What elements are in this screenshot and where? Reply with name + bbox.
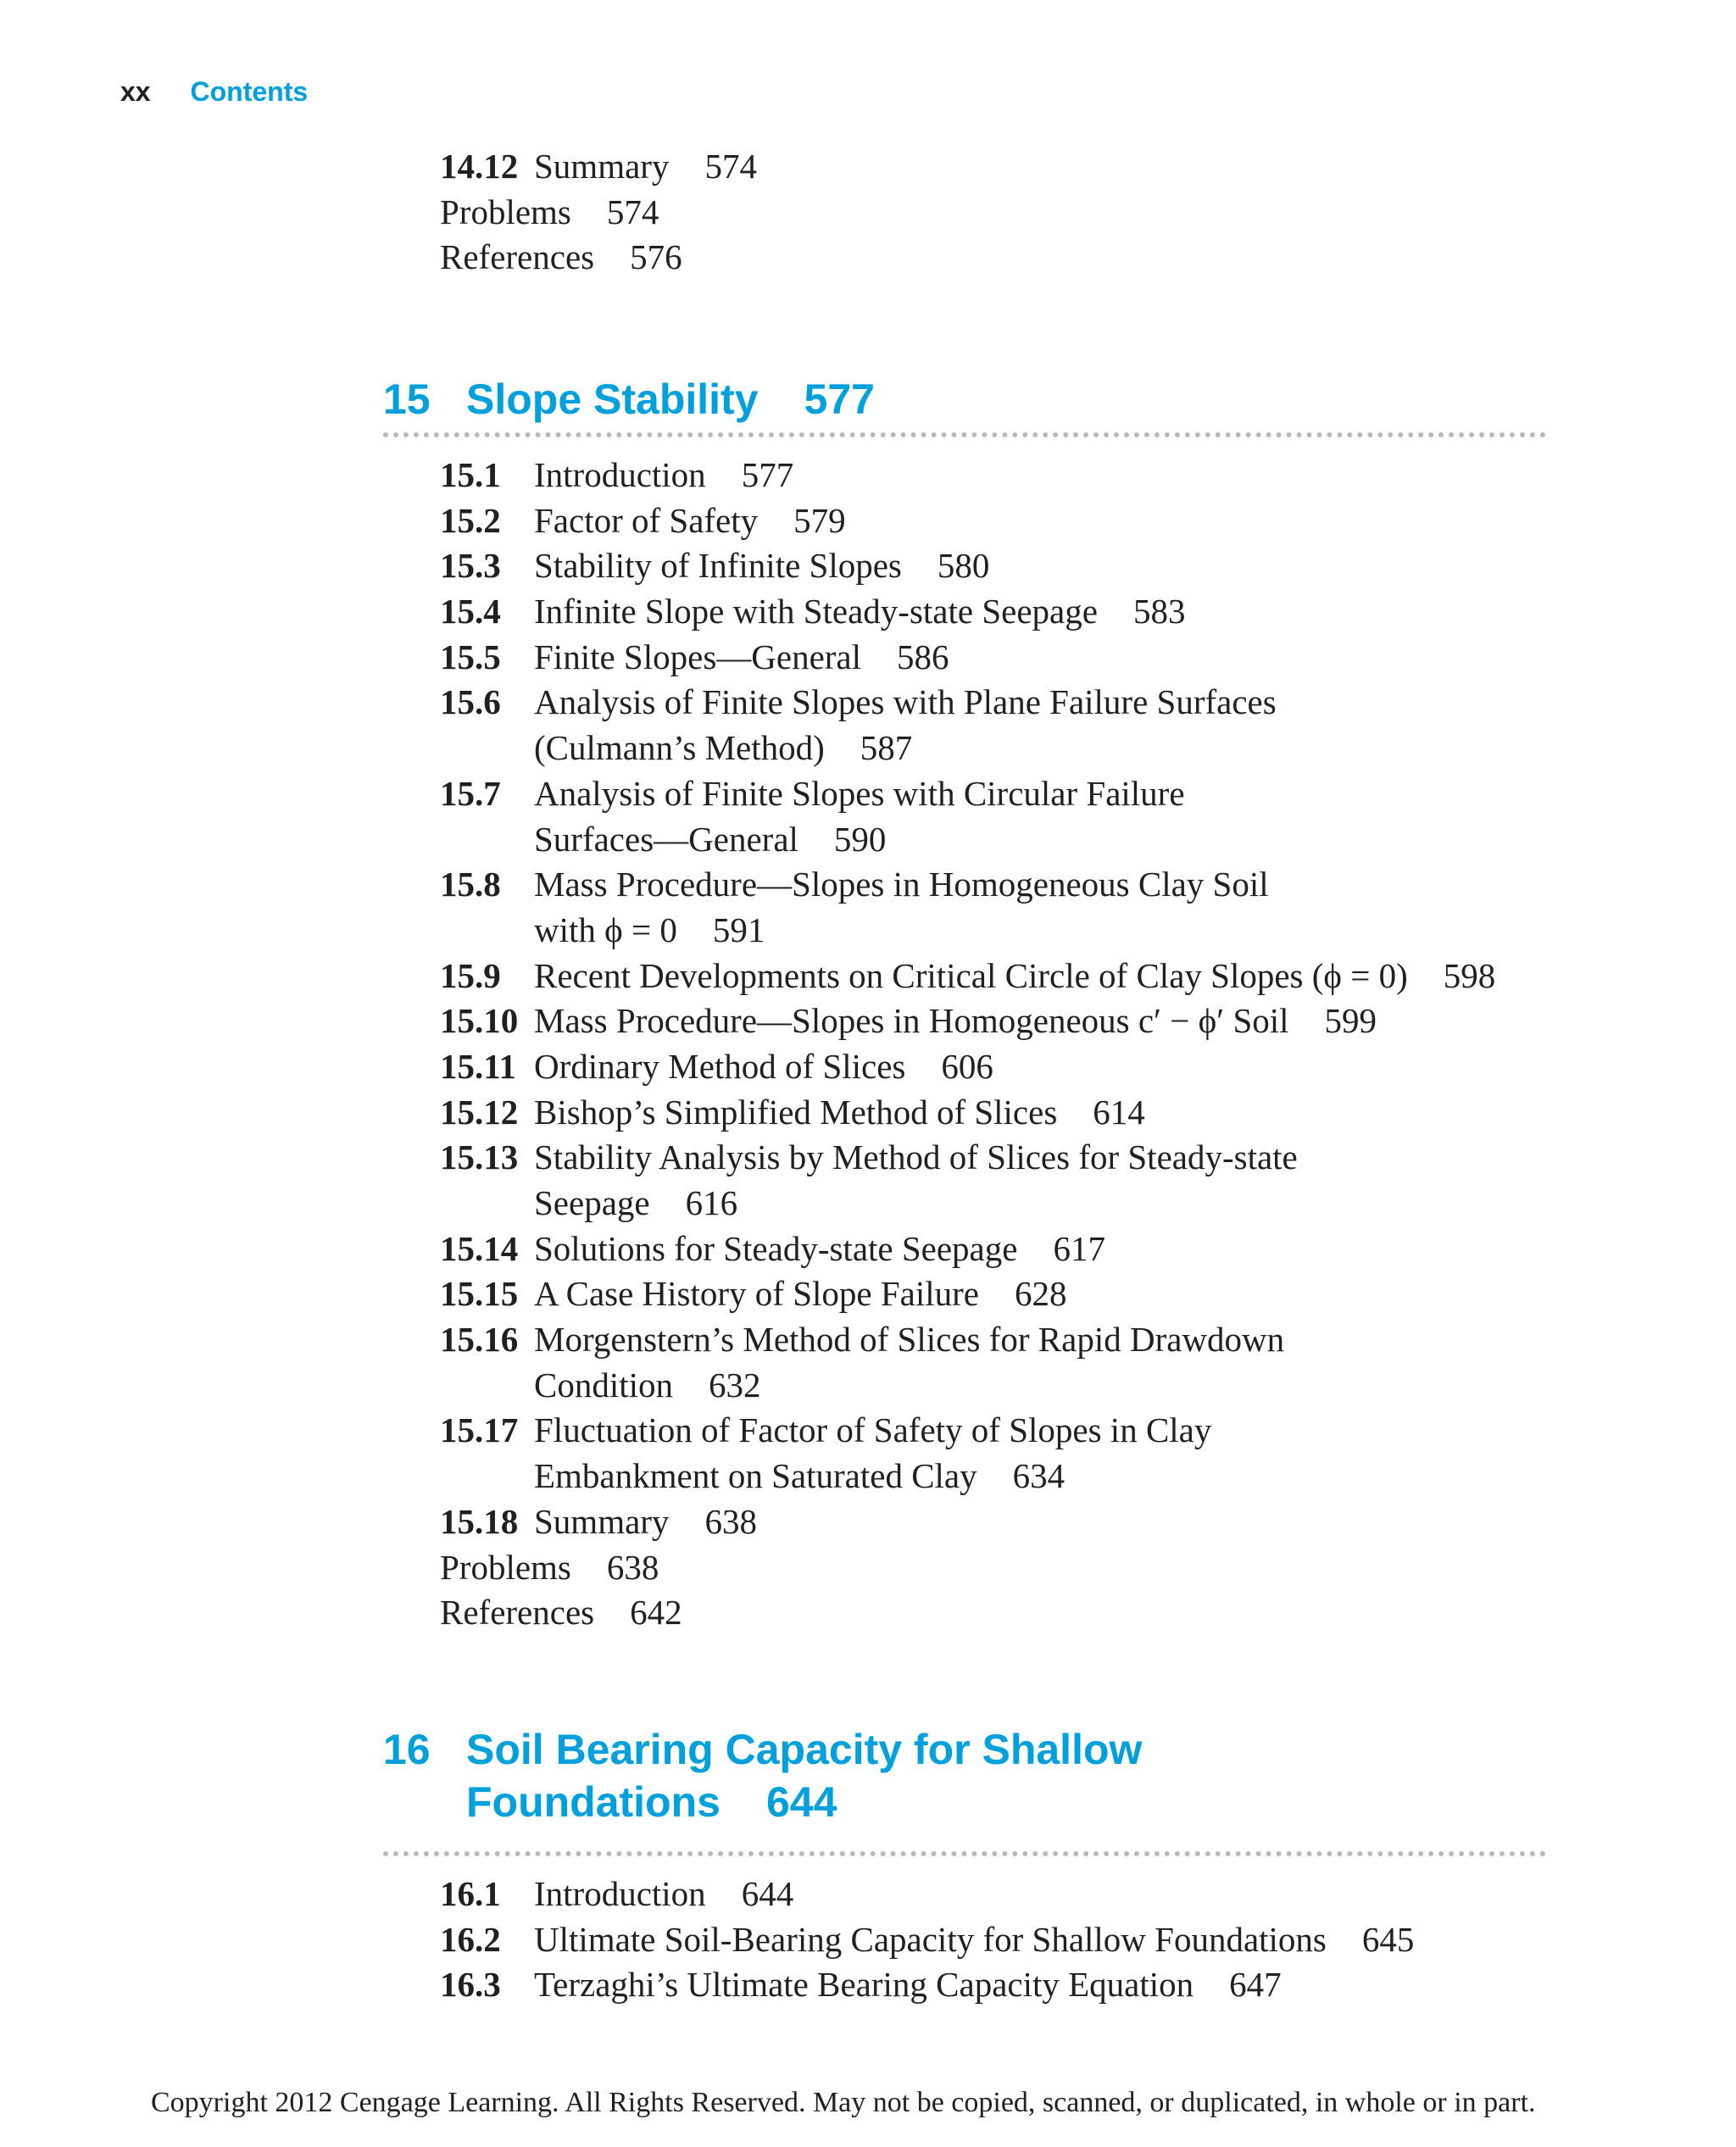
section-title: Summary [534,147,670,186]
section-number: 16.1 [440,1874,501,1913]
chapter-number: 16 [383,1726,431,1773]
chapter-page: 577 [804,375,875,423]
running-head-title: Contents [190,76,309,107]
section-number: 15.4 [440,592,501,631]
copyright-notice: Copyright 2012 Cengage Learning. All Rights Reserved. May not be copied, scanned, or duplicated, in whole or in part. [151,2087,1536,2118]
section-number: 16.2 [440,1919,501,1959]
section-title-line-2: Embankment on Saturated Clay [534,1456,977,1496]
section-title-line-1: Analysis of Finite Slopes with Circular Failure [534,773,1185,813]
section-title: Infinite Slope with Steady-state Seepage [534,592,1098,631]
section-title: References [440,237,595,277]
page-number: xx [120,76,151,107]
section-title: Ultimate Soil-Bearing Capacity for Shallow Foundations [534,1919,1327,1959]
section-page: 599 [1324,1001,1377,1041]
section-title: Mass Procedure—Slopes in Homogeneous c′ − ϕ′ Soil [534,1001,1289,1041]
section-page: 586 [897,637,949,676]
section-title: Introduction [534,1874,706,1913]
section-number: 15.3 [440,546,501,586]
chapter-number: 15 [383,375,431,423]
section-page: 579 [793,500,846,540]
section-title: Introduction [534,455,706,494]
section-number: 15.10 [440,1001,519,1041]
section-title: Recent Developments on Critical Circle of Clay Slopes (ϕ = 0) [534,955,1408,995]
section-page: 576 [630,237,682,277]
section-number: 14.12 [440,147,519,186]
section-title: Problems [440,1547,571,1587]
section-title: Ordinary Method of Slices [534,1046,906,1086]
chapter-title-line-2: Foundations [466,1778,721,1826]
chapter-page: 644 [765,1778,837,1826]
section-number: 15.9 [440,955,501,995]
section-number: 16.3 [440,1965,501,2005]
section-page: 644 [741,1874,794,1913]
section-title: Terzaghi’s Ultimate Bearing Capacity Equation [534,1965,1194,2005]
section-page: 591 [712,909,765,949]
section-title-line-1: Stability Analysis by Method of Slices for Steady-state [534,1137,1298,1177]
section-page: 574 [606,192,659,231]
section-page: 583 [1132,592,1186,631]
section-title: Solutions for Steady-state Seepage [534,1228,1018,1268]
section-title-line-2: Condition [534,1365,674,1404]
section-title: Finite Slopes—General [534,637,862,676]
section-title-line-2: Seepage [534,1183,650,1222]
section-title: Problems [440,192,571,231]
section-page: 617 [1053,1228,1105,1268]
section-page: 634 [1012,1456,1066,1496]
section-title-line-2: (Culmann’s Method) [534,728,825,768]
section-number: 15.17 [440,1410,519,1450]
section-page: 645 [1361,1919,1415,1959]
section-page: 638 [606,1547,659,1587]
section-number: 15.2 [440,500,501,540]
section-number: 15.7 [440,773,501,813]
section-number: 15.18 [440,1501,519,1541]
running-head [120,75,308,108]
section-title: References [440,1593,595,1632]
section-number: 15.6 [440,682,501,722]
section-page: 598 [1443,955,1496,995]
section-number: 15.8 [440,865,501,904]
section-title: Factor of Safety [534,500,759,540]
section-title-line-1: Mass Procedure—Slopes in Homogeneous Clay Soil [534,865,1269,904]
section-page: 580 [937,546,990,586]
section-page: 628 [1014,1274,1067,1314]
section-title-line-2: with ϕ = 0 [534,909,677,949]
section-page: 632 [709,1365,761,1404]
dotted-divider [383,432,1546,437]
section-number: 15.5 [440,637,501,676]
section-page: 614 [1093,1092,1145,1132]
section-page: 638 [704,1501,757,1541]
section-title: Summary [534,1501,670,1541]
section-page: 587 [860,728,913,768]
section-title-line-1: Fluctuation of Factor of Safety of Slopes in Clay [534,1410,1212,1450]
section-number: 15.14 [440,1228,519,1268]
section-title: A Case History of Slope Failure [534,1274,979,1314]
section-number: 15.1 [440,455,501,494]
dotted-divider [383,1851,1546,1856]
section-page: 606 [941,1046,993,1086]
section-number: 15.15 [440,1274,519,1314]
section-page: 574 [704,147,757,186]
section-page: 647 [1229,1965,1282,2005]
section-title-line-1: Morgenstern’s Method of Slices for Rapid Drawdown [534,1320,1285,1360]
section-page: 577 [741,455,794,494]
section-title-line-1: Analysis of Finite Slopes with Plane Failure Surfaces [534,682,1277,722]
chapter-title: Slope Stability [466,375,759,423]
section-page: 590 [833,819,887,859]
section-number: 15.16 [440,1320,519,1360]
section-page: 642 [630,1593,682,1632]
section-number: 15.13 [440,1137,519,1177]
section-title: Stability of Infinite Slopes [534,546,902,586]
chapter-title-line-1: Soil Bearing Capacity for Shallow [466,1726,1143,1773]
section-title-line-2: Surfaces—General [534,819,798,859]
section-title: Bishop’s Simplified Method of Slices [534,1092,1058,1132]
section-number: 15.11 [440,1046,516,1086]
section-page: 616 [685,1183,738,1222]
section-number: 15.12 [440,1092,519,1132]
